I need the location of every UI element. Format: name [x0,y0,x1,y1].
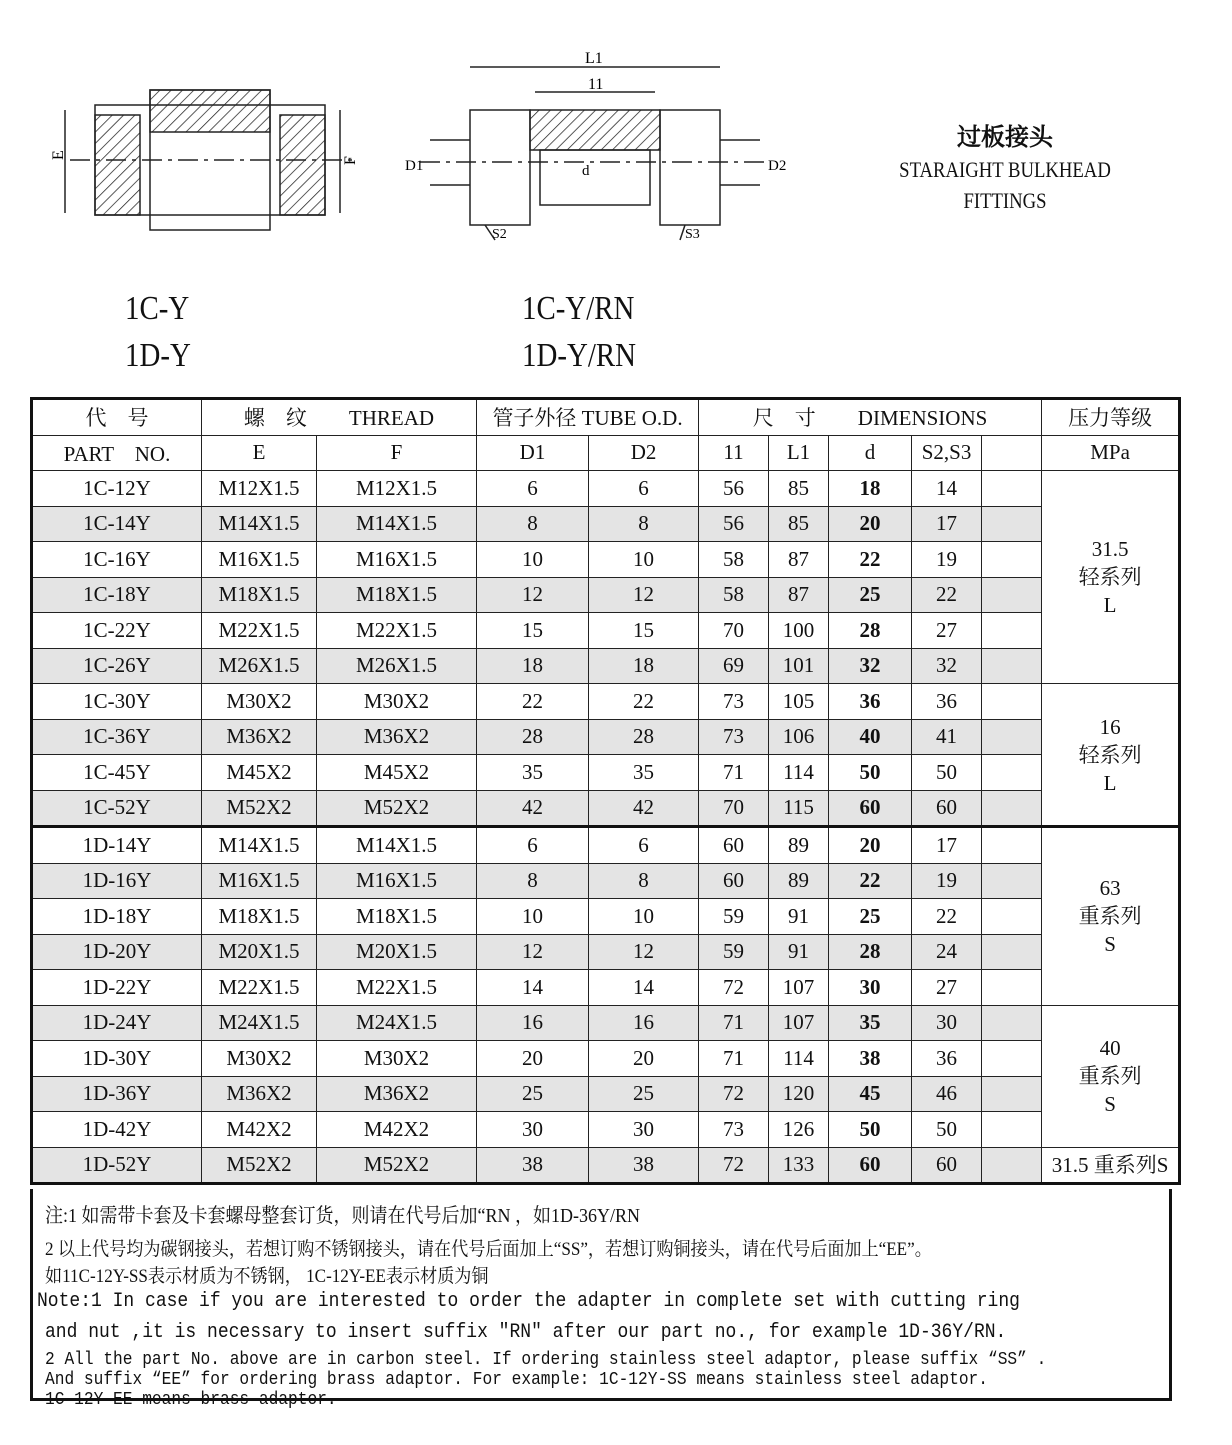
table-cell: 10 [477,899,589,935]
header-col-L1: L1 [769,435,829,471]
table-cell: 36 [829,684,912,720]
table-cell: 19 [912,863,982,899]
table-row [32,863,1180,899]
table-cell: M12X1.5 [317,471,477,507]
header-col-F: F [317,435,477,471]
table-cell: 1C-30Y [32,684,202,720]
table-cell: M52X2 [317,1147,477,1184]
pressure-line: 40 [1099,1036,1121,1060]
table-cell: 1C-14Y [32,506,202,542]
table-cell: 6 [477,827,589,864]
label-L1: L1 [585,50,603,67]
blank-cell [982,1147,1042,1184]
table-cell: 35 [477,755,589,791]
table-cell: 85 [769,506,829,542]
table-cell: M45X2 [202,755,317,791]
table-row [32,506,1180,542]
table-cell: M20X1.5 [202,934,317,970]
table-cell: 25 [589,1076,699,1112]
table-cell: 58 [699,577,769,613]
table-cell: 20 [477,1041,589,1077]
table-cell: 8 [477,506,589,542]
table-cell: 85 [769,471,829,507]
table-row [32,1005,1180,1041]
table-cell: 71 [699,1005,769,1041]
table-cell: 22 [912,899,982,935]
table-cell: 28 [829,613,912,649]
table-row [32,1076,1180,1112]
blank-cell [982,506,1042,542]
table-cell: 30 [589,1112,699,1148]
table-cell: 1C-18Y [32,577,202,613]
table-row [32,613,1180,649]
table-cell: M36X2 [317,719,477,755]
table-cell: M18X1.5 [202,577,317,613]
table-cell: 60 [912,790,982,827]
table-cell: 18 [829,471,912,507]
table-row [32,790,1180,827]
table-cell: 46 [912,1076,982,1112]
table-cell: 1C-26Y [32,648,202,684]
table-cell: 20 [589,1041,699,1077]
table-cell: 1C-22Y [32,613,202,649]
table-cell: 1D-42Y [32,1112,202,1148]
table-cell: 8 [477,863,589,899]
table-cell: 71 [699,1041,769,1077]
note-line: And suffix “EE” for ordering brass adaptor. For example: 1C-12Y-SS means stainless steel adaptor. [45,1370,989,1390]
blank-cell [982,755,1042,791]
table-cell: 1C-45Y [32,755,202,791]
table-cell: 107 [769,970,829,1006]
table-cell: M22X1.5 [202,970,317,1006]
table-cell: 16 [589,1005,699,1041]
table-cell: 50 [829,1112,912,1148]
table-cell: 1D-18Y [32,899,202,935]
table-cell: 87 [769,542,829,578]
table-cell: 6 [589,827,699,864]
note-line: Note:1 In case if you are interested to order the adapter in complete set with cutting ring [37,1290,1020,1313]
label-D2: D2 [768,158,787,174]
table-cell: 14 [477,970,589,1006]
blank-cell [982,934,1042,970]
header-thread: 螺 纹 THREAD [202,399,477,436]
header-part-no: PART NO. [32,435,202,471]
table-cell: M52X2 [202,790,317,827]
pressure-line: 重系列 [1078,1064,1142,1088]
table-cell: 1D-52Y [32,1147,202,1184]
table-cell: M26X1.5 [317,648,477,684]
pressure-rating [1042,1005,1180,1147]
table-cell: M18X1.5 [202,899,317,935]
table-cell: 1C-52Y [32,790,202,827]
table-cell: 25 [829,577,912,613]
blank-cell [982,790,1042,827]
table-row [32,1147,1180,1184]
header-dimensions: 尺 寸 DIMENSIONS [699,399,1042,436]
table-cell: 91 [769,899,829,935]
table-cell: M20X1.5 [317,934,477,970]
blank-cell [982,1112,1042,1148]
table-cell: 22 [589,684,699,720]
table-cell: 18 [477,648,589,684]
label-S2: S2 [492,227,507,242]
header-col-blank [982,435,1042,471]
note-line: 2 All the part No. above are in carbon steel. If ordering stainless steel adaptor, please suffix “SS” . [45,1350,1047,1370]
blank-cell [982,1005,1042,1041]
table-row [32,827,1180,864]
blank-cell [982,577,1042,613]
table-cell: 14 [589,970,699,1006]
table-cell: 38 [829,1041,912,1077]
blank-cell [982,863,1042,899]
table-cell: M14X1.5 [317,827,477,864]
table-row [32,934,1180,970]
label-l1: 11 [588,76,604,93]
table-row [32,970,1180,1006]
table-cell: 38 [589,1147,699,1184]
table-cell: 35 [589,755,699,791]
table-cell: 24 [912,934,982,970]
title-cn: 过板接头 [957,125,1053,151]
table-cell: 8 [589,863,699,899]
table-cell: 42 [589,790,699,827]
blank-cell [982,719,1042,755]
title-en-1: STARAIGHT BULKHEAD [899,157,1111,182]
table-cell: 50 [912,1112,982,1148]
table-cell: 73 [699,684,769,720]
table-cell: 28 [477,719,589,755]
table-row [32,755,1180,791]
model-1d-y-rn: 1D-Y/RN [522,337,636,374]
header-col-l1: 11 [699,435,769,471]
table-cell: 59 [699,899,769,935]
table-cell: M26X1.5 [202,648,317,684]
table-cell: 101 [769,648,829,684]
table-cell: 8 [589,506,699,542]
table-cell: 107 [769,1005,829,1041]
note-line: and nut ,it is necessary to insert suffix ″RN″ after our part no., for example 1D-36Y/RN. [45,1321,1007,1344]
table-cell: 45 [829,1076,912,1112]
table-cell: 58 [699,542,769,578]
table-cell: 106 [769,719,829,755]
table-cell: 25 [829,899,912,935]
table-cell: 19 [912,542,982,578]
blank-cell [982,684,1042,720]
header-col-D1: D1 [477,435,589,471]
table-row [32,1041,1180,1077]
pressure-line: 重系列 [1078,904,1142,929]
table-cell: 25 [477,1076,589,1112]
table-cell: 1D-22Y [32,970,202,1006]
table-cell: 133 [769,1147,829,1184]
table-cell: M14X1.5 [202,827,317,864]
table-cell: 50 [912,755,982,791]
table-cell: 59 [699,934,769,970]
blank-cell [982,613,1042,649]
table-cell: 1D-24Y [32,1005,202,1041]
note-line: 注:1 如需带卡套及卡套螺母整套订货，则请在代号后加“RN ，如1D-36Y/RN [45,1205,640,1227]
table-cell: 12 [589,934,699,970]
table-cell: 1D-14Y [32,827,202,864]
table-row [32,577,1180,613]
table-cell: 12 [589,577,699,613]
table-cell: 10 [477,542,589,578]
table-cell: 30 [477,1112,589,1148]
table-cell: 89 [769,863,829,899]
note-line: 2 以上代号均为碳钢接头，若想订购不锈钢接头，请在代号后面加上“SS”，若想订购铜接头，请在代号后面加上“EE”。 [45,1239,932,1260]
label-E: E [50,150,67,160]
table-cell: 10 [589,542,699,578]
model-1d-y: 1D-Y [125,337,191,374]
label-D1: D1 [405,158,424,174]
table-cell: M14X1.5 [317,506,477,542]
table-cell: M14X1.5 [202,506,317,542]
table-cell: 22 [912,577,982,613]
blank-cell [982,827,1042,864]
table-cell: 1D-36Y [32,1076,202,1112]
model-1c-y-rn: 1C-Y/RN [522,290,635,327]
table-cell: 87 [769,577,829,613]
table-row [32,1112,1180,1148]
blank-cell [982,1041,1042,1077]
table-cell: 72 [699,1147,769,1184]
header-col-S2S3: S2,S3 [912,435,982,471]
note-line: 如11C-12Y-SS表示材质为不锈钢， 1C-12Y-EE表示材质为铜 [45,1266,489,1287]
table-cell: 12 [477,577,589,613]
table-cell: 1C-36Y [32,719,202,755]
blank-cell [982,471,1042,507]
pressure-rating [1042,471,1180,684]
table-cell: 30 [829,970,912,1006]
table-cell: M52X2 [317,790,477,827]
table-row [32,648,1180,684]
table-cell: M30X2 [202,684,317,720]
table-cell: 6 [477,471,589,507]
notes [30,1189,1172,1410]
table-cell: 89 [769,827,829,864]
blank-cell [982,970,1042,1006]
table-cell: 70 [699,790,769,827]
table-cell: M16X1.5 [202,542,317,578]
table-cell: 20 [829,827,912,864]
blank-cell [982,648,1042,684]
table-cell: M36X2 [202,1076,317,1112]
pressure-line: L [1103,770,1117,795]
table-cell: 60 [699,827,769,864]
table-cell: M45X2 [317,755,477,791]
table-row [32,542,1180,578]
table-cell: 42 [477,790,589,827]
table-cell: 56 [699,506,769,542]
label-F: F [342,156,359,165]
label-S3: S3 [685,227,700,242]
table-cell: 70 [699,613,769,649]
table-cell: 28 [589,719,699,755]
table-cell: 36 [912,684,982,720]
dimensions-table [30,397,1181,1185]
table-cell: 6 [589,471,699,507]
table-cell: 114 [769,755,829,791]
table-cell: 41 [912,719,982,755]
table-cell: M36X2 [202,719,317,755]
table-cell: M22X1.5 [317,613,477,649]
table-row [32,471,1180,507]
table-cell: 50 [829,755,912,791]
table-cell: 56 [699,471,769,507]
table-cell: 1C-16Y [32,542,202,578]
table-cell: 32 [912,648,982,684]
pressure-rating [1042,684,1180,827]
pressure-line: 31.5 [1091,537,1129,561]
pressure-rating [1042,1147,1180,1184]
table-cell: 1C-12Y [32,471,202,507]
blank-cell [982,1076,1042,1112]
table-cell: 32 [829,648,912,684]
header-col-D2: D2 [589,435,699,471]
table-cell: M16X1.5 [317,542,477,578]
header-tube-od: 管子外径 TUBE O.D. [477,399,699,436]
table-cell: 73 [699,1112,769,1148]
table-cell: 27 [912,613,982,649]
blank-cell [982,899,1042,935]
table-cell: M42X2 [202,1112,317,1148]
table-cell: 14 [912,471,982,507]
table-cell: 12 [477,934,589,970]
blank-cell [982,542,1042,578]
table-cell: M16X1.5 [202,863,317,899]
table-cell: M30X2 [317,1041,477,1077]
table-cell: M16X1.5 [317,863,477,899]
table-cell: 20 [829,506,912,542]
table-cell: 35 [829,1005,912,1041]
table-cell: 73 [699,719,769,755]
label-d: d [582,163,590,179]
header-part-cn: 代 号 [32,399,202,436]
table-cell: 18 [589,648,699,684]
table-cell: M30X2 [202,1041,317,1077]
pressure-line: L [1103,593,1117,617]
table-cell: 1D-20Y [32,934,202,970]
table-cell: 30 [912,1005,982,1041]
table-row [32,684,1180,720]
table-cell: 126 [769,1112,829,1148]
table-cell: M12X1.5 [202,471,317,507]
table-cell: 115 [769,790,829,827]
table-cell: 36 [912,1041,982,1077]
model-1c-y: 1C-Y [125,290,190,327]
table-cell: 1D-30Y [32,1041,202,1077]
table-cell: M22X1.5 [202,613,317,649]
table-cell: 60 [912,1147,982,1184]
table-cell: M22X1.5 [317,970,477,1006]
table-cell: M18X1.5 [317,577,477,613]
table-cell: 16 [477,1005,589,1041]
pressure-line: S [1104,932,1116,957]
bulkhead-fitting-drawing-right [400,45,800,245]
table-cell: M24X1.5 [317,1005,477,1041]
table-cell: 100 [769,613,829,649]
table-cell: 60 [829,790,912,827]
pressure-rating [1042,827,1180,1006]
table-cell: M42X2 [317,1112,477,1148]
header-pressure: 压力等级 [1042,399,1180,436]
table-cell: 91 [769,934,829,970]
table-cell: M18X1.5 [317,899,477,935]
table-cell: 60 [829,1147,912,1184]
table-cell: 10 [589,899,699,935]
table-cell: 72 [699,970,769,1006]
table-cell: 105 [769,684,829,720]
pressure-line: 16 [1099,714,1121,739]
table-cell: 72 [699,1076,769,1112]
header-col-d: d [829,435,912,471]
title-en-2: FITTINGS [963,188,1047,213]
table-cell: 17 [912,506,982,542]
bulkhead-fitting-drawing-left [40,85,380,235]
pressure-line: 轻系列 [1078,565,1142,589]
note-line: 1C-12Y-EE means brass adaptor. [45,1390,337,1410]
table-cell: 15 [589,613,699,649]
table-cell: 15 [477,613,589,649]
pressure-line: 轻系列 [1078,742,1142,767]
table-cell: 1D-16Y [32,863,202,899]
table-cell: 69 [699,648,769,684]
table-cell: 71 [699,755,769,791]
header-col-E: E [202,435,317,471]
table-row [32,899,1180,935]
pressure-line: S [1104,1092,1116,1116]
table-cell: 28 [829,934,912,970]
pressure-line: 31.5 重系列S [1051,1152,1169,1177]
table-cell: 22 [477,684,589,720]
table-cell: 114 [769,1041,829,1077]
table-cell: M52X2 [202,1147,317,1184]
table-cell: M36X2 [317,1076,477,1112]
header-pressure-unit: MPa [1042,435,1180,471]
table-cell: 120 [769,1076,829,1112]
table-cell: 17 [912,827,982,864]
table-cell: 38 [477,1147,589,1184]
table-cell: 22 [829,863,912,899]
table-cell: M24X1.5 [202,1005,317,1041]
table-cell: 27 [912,970,982,1006]
pressure-line: 63 [1099,876,1121,901]
table-cell: 22 [829,542,912,578]
table-cell: M30X2 [317,684,477,720]
table-row [32,719,1180,755]
table-cell: 60 [699,863,769,899]
table-cell: 40 [829,719,912,755]
